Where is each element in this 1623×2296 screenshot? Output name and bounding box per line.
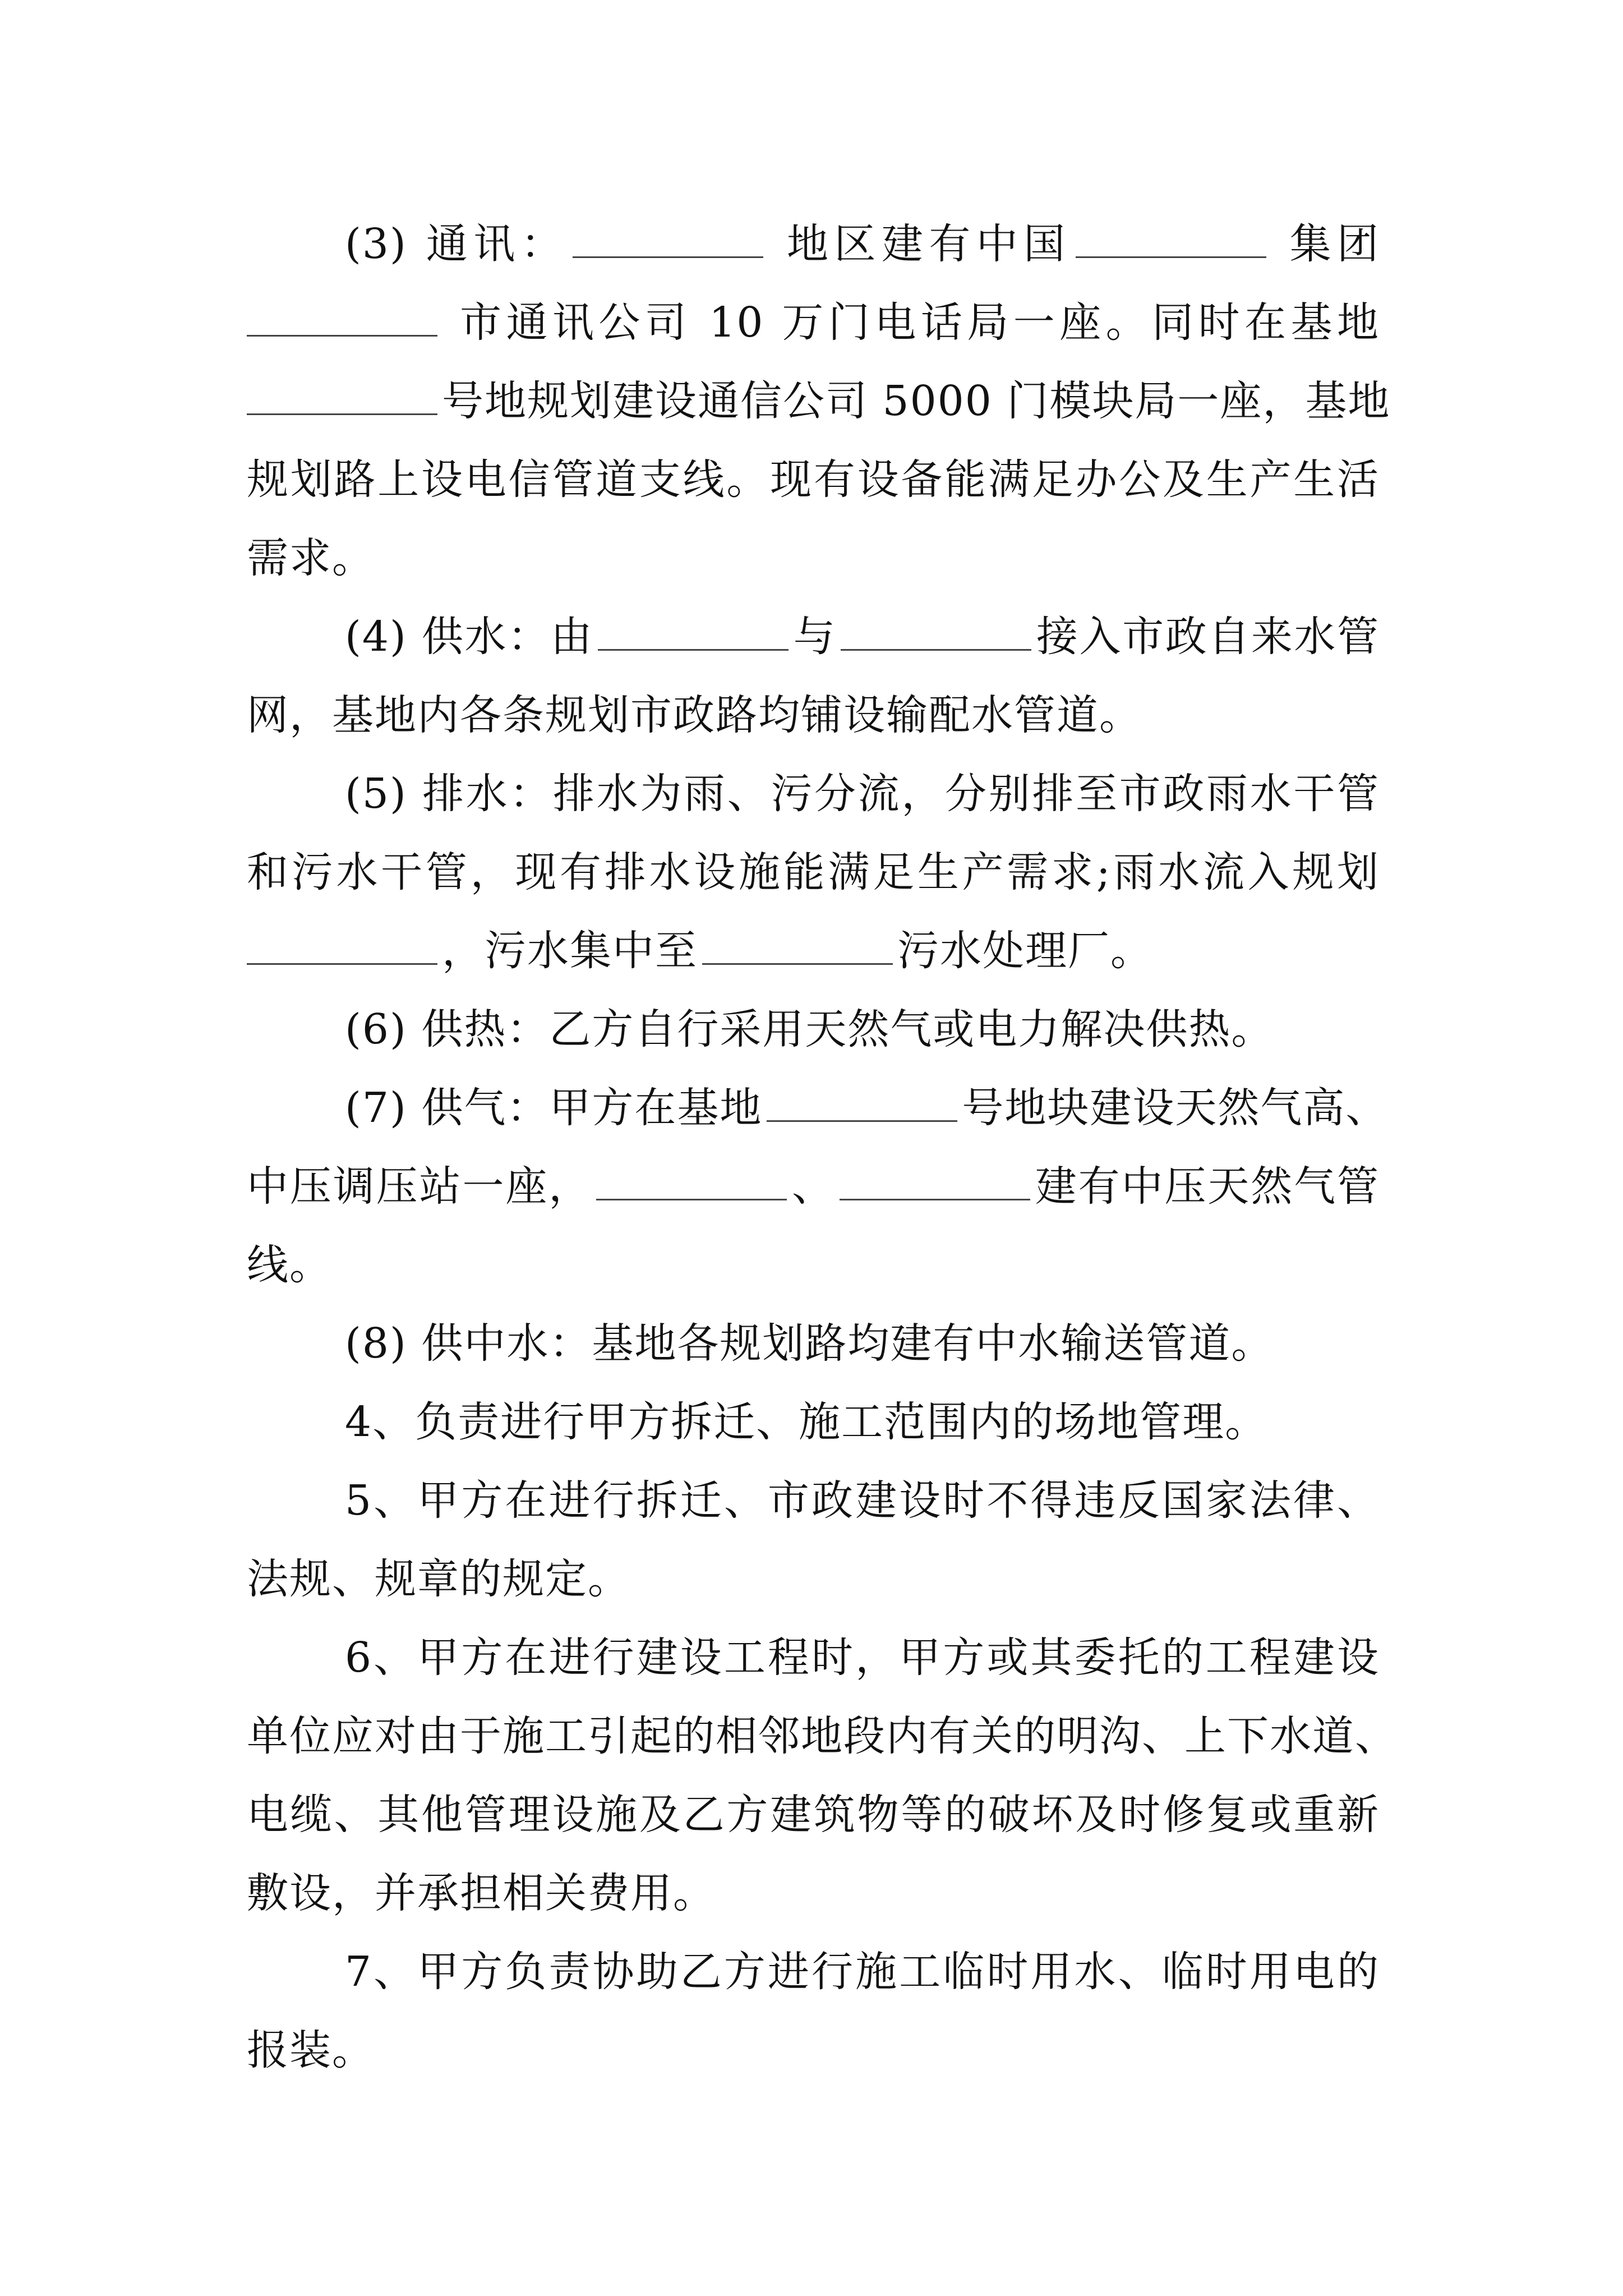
text-segment: 4、负责进行甲方拆迁、施工范围内的场地管理。: [345, 1398, 1268, 1446]
fill-in-blank: [702, 930, 893, 965]
fill-in-blank: [598, 615, 789, 651]
text-segment: 市通讯公司 10 万门电话局一座。同时在基地: [442, 298, 1380, 347]
text-segment: 与: [793, 613, 837, 661]
text-segment: (5) 排水：排水为雨、污分流，分别排至市政雨水干管: [345, 770, 1380, 818]
fill-in-blank: [767, 1087, 957, 1122]
text-segment: (6) 供热：乙方自行采用天然气或电力解决供热。: [345, 1005, 1274, 1053]
text-segment: (7) 供气：甲方在基地: [345, 1084, 763, 1132]
text-segment: 规划路上设电信管道支线。现有设备能满足办公及生产生活: [247, 455, 1380, 504]
paragraph-4-line-1: [345, 597, 1380, 676]
paragraph-7-line-1: [345, 1069, 1389, 1147]
paragraph-8-line-1: [345, 1304, 1380, 1383]
text-segment: 电缆、其他管理设施及乙方建筑物等的破坏及时修复或重新: [247, 1791, 1380, 1839]
fill-in-blank: [573, 223, 763, 258]
paragraph-6-line-1: [345, 990, 1380, 1069]
text-segment: (4) 供水：由: [345, 613, 594, 661]
item-7-line-1: [345, 1932, 1380, 2011]
text-segment: 法规、规章的规定。: [247, 1555, 630, 1603]
paragraph-5-line-2: [247, 833, 1380, 912]
paragraph-3-line-4: [247, 440, 1380, 519]
paragraph-3-line-3: [247, 362, 1391, 440]
item-6-line-2: [247, 1697, 1398, 1775]
paragraph-4-line-2: [247, 676, 1380, 754]
text-segment: 接入市政自来水管: [1036, 613, 1380, 661]
text-segment: ，污水集中至: [442, 927, 698, 975]
item-6-line-3: [247, 1775, 1380, 1854]
text-segment: 报装。: [247, 2026, 375, 2074]
item-4-line-1: [345, 1383, 1380, 1461]
text-segment: 6、甲方在进行建设工程时，甲方或其委托的工程建设: [345, 1634, 1380, 1682]
item-6-line-1: [345, 1618, 1380, 1697]
text-segment: 、: [791, 1162, 835, 1211]
paragraph-7-line-2: [247, 1147, 1380, 1226]
text-segment: 5、甲方在进行拆迁、市政建设时不得违反国家法律、: [345, 1476, 1380, 1525]
paragraph-5-line-3: [247, 912, 1380, 990]
text-segment: 网，基地内各条规划市政路均铺设输配水管道。: [247, 691, 1142, 739]
text-segment: 线。: [247, 1241, 332, 1289]
paragraph-7-line-3: [247, 1226, 1380, 1304]
fill-in-blank: [247, 930, 437, 965]
item-7-line-2: [247, 2011, 1380, 2090]
fill-in-blank: [247, 301, 437, 337]
fill-in-blank: [1076, 223, 1266, 258]
text-segment: 单位应对由于施工引起的相邻地段内有关的明沟、上下水道、: [247, 1712, 1398, 1760]
item-5-line-2: [247, 1540, 1380, 1618]
fill-in-blank: [840, 1165, 1030, 1200]
text-segment: 号地块建设天然气高、: [962, 1084, 1389, 1132]
fill-in-blank: [841, 615, 1031, 651]
text-segment: 污水处理厂。: [897, 927, 1153, 975]
text-segment: 地区建有中国: [768, 220, 1071, 268]
text-segment: 建有中压天然气管: [1034, 1162, 1380, 1211]
text-segment: 7、甲方负责协助乙方进行施工临时用水、临时用电的: [345, 1948, 1380, 1996]
text-segment: (3) 通讯：: [345, 220, 569, 268]
paragraph-3-line-2: [247, 283, 1380, 362]
text-segment: 中压调压站一座，: [247, 1162, 592, 1211]
text-segment: 需求。: [247, 534, 375, 582]
fill-in-blank: [247, 380, 437, 415]
fill-in-blank: [596, 1165, 787, 1200]
text-segment: 号地规划建设通信公司 5000 门模块局一座，基地: [442, 377, 1391, 425]
paragraph-5-line-1: [345, 754, 1380, 833]
paragraph-3-line-1: [345, 205, 1380, 283]
text-segment: 和污水干管，现有排水设施能满足生产需求;雨水流入规划: [247, 848, 1380, 896]
text-segment: 敷设，并承担相关费用。: [247, 1869, 716, 1917]
item-5-line-1: [345, 1461, 1380, 1540]
text-segment: (8) 供中水：基地各规划路均建有中水输送管道。: [345, 1319, 1274, 1368]
item-6-line-4: [247, 1854, 1380, 1932]
text-segment: 集团: [1270, 220, 1380, 268]
paragraph-3-line-5: [247, 519, 1380, 597]
